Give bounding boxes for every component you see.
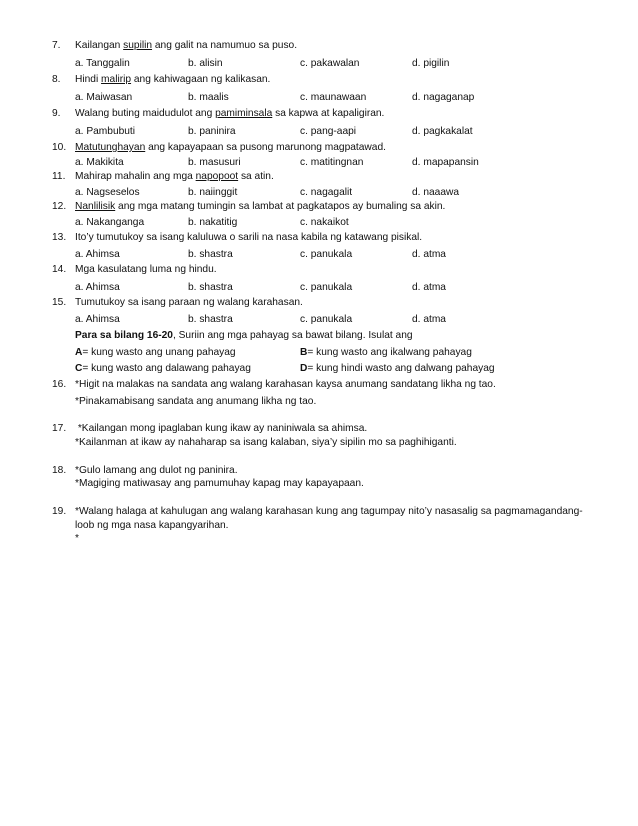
item-number: 19. <box>52 506 67 517</box>
choice-b: b. shastra <box>188 249 233 260</box>
choice-a: a. Nakanganga <box>75 217 145 228</box>
instructions-text: , Suriin ang mga pahayag sa bawat bilang. Isulat ang <box>172 330 413 341</box>
statement-2: *Kailanman at ikaw ay nahaharap sa isang kalaban, siya’y sipilin mo sa paghihiganti. <box>75 437 457 448</box>
question-number: 8. <box>52 74 61 85</box>
statement-2: *Pinakamabisang sandata ang anumang likha ng tao. <box>75 396 317 407</box>
key-b-text: = kung wasto ang ikalwang pahayag <box>307 347 472 358</box>
choice-c: c. panukala <box>300 314 353 325</box>
choice-d: d. atma <box>412 314 446 325</box>
choice-c: c. matitingnan <box>300 157 364 168</box>
choice-b: b. alisin <box>188 58 223 69</box>
choice-a: a. Ahimsa <box>75 249 120 260</box>
question-text: Hindi malirip ang kahiwagaan ng kalikasan. <box>75 74 271 85</box>
choice-d: d. pigilin <box>412 58 450 69</box>
choice-d: d. naaawa <box>412 187 460 198</box>
question-number: 13. <box>52 232 67 243</box>
question-text: Mahirap mahalin ang mga napopoot sa atin. <box>75 171 274 182</box>
question-text: Walang buting maidudulot ang pamiminsala sa kapwa at kapaligiran. <box>75 108 385 119</box>
question-text: Matutunghayan ang kapayapaan sa pusong marunong magpatawad. <box>75 142 386 153</box>
key-c-letter: C <box>75 363 83 374</box>
key-a-text: = kung wasto ang unang pahayag <box>82 347 236 358</box>
question-text: Kailangan supilin ang galit na namumuo sa puso. <box>75 40 298 51</box>
choice-c: c. nagagalit <box>300 187 353 198</box>
choice-c: c. pang-aapi <box>300 126 357 137</box>
choice-c: c. panukala <box>300 282 353 293</box>
choice-b: b. shastra <box>188 314 233 325</box>
underlined-word: malirip <box>101 74 132 85</box>
choice-a: a. Pambubuti <box>75 126 136 137</box>
question-number: 15. <box>52 297 67 308</box>
choice-b: b. naiinggit <box>188 187 238 198</box>
question-text: Ito’y tumutukoy sa isang kaluluwa o sarili na nasa kabila ng katawang pisikal. <box>75 232 423 243</box>
choice-a: a. Ahimsa <box>75 282 120 293</box>
key-a-letter: A <box>75 347 83 358</box>
underlined-word: Matutunghayan <box>75 142 146 153</box>
choice-b: b. nakatitig <box>188 217 238 228</box>
choice-a: a. Maiwasan <box>75 92 133 103</box>
choice-a: a. Nagseselos <box>75 187 140 198</box>
key-d-letter: D <box>300 363 308 374</box>
choice-c: c. maunawaan <box>300 92 367 103</box>
choice-a: a. Tanggalin <box>75 58 130 69</box>
underlined-word: supilin <box>123 40 153 51</box>
question-text: Tumutukoy sa isang paraan ng walang karahasan. <box>75 297 303 308</box>
choice-b: b. masusuri <box>188 157 241 168</box>
key-c-text: = kung wasto ang dalawang pahayag <box>82 363 251 374</box>
question-number: 12. <box>52 201 67 212</box>
statement-2: *Magiging matiwasay ang pamumuhay kapag may kapayapaan. <box>75 478 364 489</box>
question-number: 10. <box>52 142 67 153</box>
choice-d: d. mapapansin <box>412 157 479 168</box>
underlined-word: napopoot <box>195 171 239 182</box>
question-text: Mga kasulatang luma ng hindu. <box>75 264 217 275</box>
statement-2: * <box>75 533 79 544</box>
question-text: Nanlilisik ang mga matang tumingin sa lambat at pagkatapos ay bumaling sa akin. <box>75 201 446 212</box>
choice-b: b. shastra <box>188 282 233 293</box>
item-number: 16. <box>52 379 67 390</box>
choice-a: a. Makikita <box>75 157 124 168</box>
item-number: 18. <box>52 465 67 476</box>
question-number: 11. <box>52 171 66 182</box>
statement-1-continued: loob ng mga nasa kapangyarihan. <box>75 520 229 531</box>
statement-1: *Higit na malakas na sandata ang walang karahasan kaysa anumang sandatang likha ng tao. <box>75 379 496 390</box>
question-number: 9. <box>52 108 61 119</box>
question-number: 7. <box>52 40 61 51</box>
underlined-word: Nanlilisik <box>75 201 116 212</box>
choice-a: a. Ahimsa <box>75 314 120 325</box>
statement-1: *Kailangan mong ipaglaban kung ikaw ay naniniwala sa ahimsa. <box>75 423 368 434</box>
statement-1: *Gulo lamang ang dulot ng paninira. <box>75 465 238 476</box>
choice-c: c. panukala <box>300 249 353 260</box>
key-d-text: = kung hindi wasto ang dalwang pahayag <box>307 363 495 374</box>
question-number: 14. <box>52 264 67 275</box>
key-b-letter: B <box>300 347 308 358</box>
choice-d: d. pagkakalat <box>412 126 473 137</box>
choice-d: d. atma <box>412 282 446 293</box>
choice-b: b. maalis <box>188 92 229 103</box>
choice-d: d. nagaganap <box>412 92 475 103</box>
choice-b: b. paninira <box>188 126 236 137</box>
statement-1: *Walang halaga at kahulugan ang walang karahasan kung ang tagumpay nito’y nasasalig sa pagmamagandang- <box>75 506 583 517</box>
choice-c: c. pakawalan <box>300 58 360 69</box>
item-number: 17. <box>52 423 67 434</box>
choice-d: d. atma <box>412 249 446 260</box>
instructions-heading: Para sa bilang 16-20 <box>75 330 173 341</box>
underlined-word: pamiminsala <box>215 108 273 119</box>
choice-c: c. nakaikot <box>300 217 349 228</box>
